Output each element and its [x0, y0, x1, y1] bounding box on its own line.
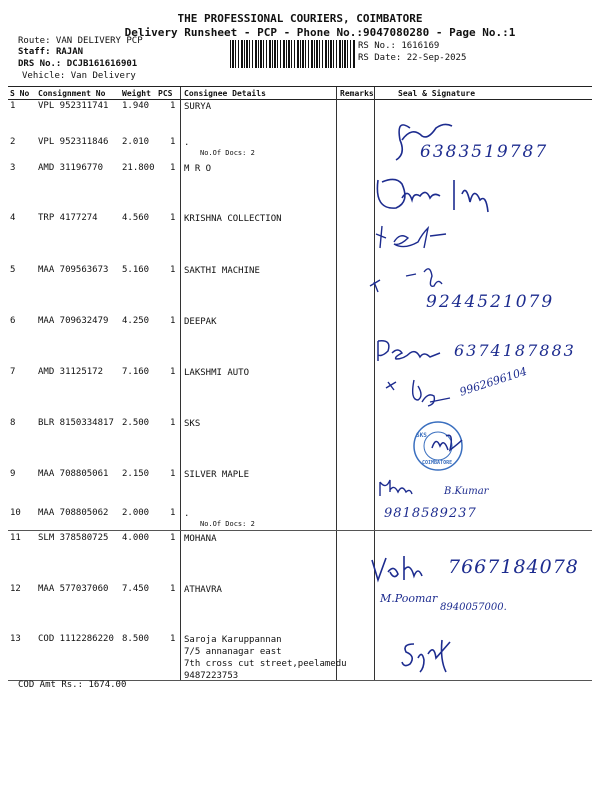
row-pcs: 1 — [170, 367, 176, 377]
row-weight: 2.500 — [122, 418, 150, 428]
signature-scribble — [370, 170, 590, 220]
phone-3: 6374187883 — [454, 341, 576, 360]
signature-5 — [370, 335, 590, 365]
row-weight: 5.160 — [122, 265, 150, 275]
column-divider — [180, 87, 181, 680]
row-docs-count: No.Of Docs: 2 — [200, 520, 255, 528]
row-pcs: 1 — [170, 634, 176, 644]
row-weight: 4.000 — [122, 533, 150, 543]
row-consignee: . — [184, 138, 190, 148]
signature-scribble — [370, 634, 490, 678]
row-consignee: M R O — [184, 164, 212, 174]
row-pcs: 1 — [170, 213, 176, 223]
rs-date: RS Date: 22-Sep-2025 — [358, 53, 467, 63]
row-pcs: 1 — [170, 508, 176, 518]
row-consignment-no: MAA 577037060 — [38, 584, 109, 594]
row-weight: 7.450 — [122, 584, 150, 594]
row-consignment-no: VPL 952311846 — [38, 137, 109, 147]
vehicle: Vehicle: Van Delivery — [22, 71, 136, 81]
staff: Staff: RAJAN — [18, 47, 84, 57]
row-weight: 4.560 — [122, 213, 150, 223]
row-serial: 3 — [10, 163, 16, 173]
row-serial: 11 — [10, 533, 21, 543]
row-consignee: KRISHNA COLLECTION — [184, 214, 282, 224]
row-consignment-no: MAA 709563673 — [38, 265, 109, 275]
column-divider — [336, 87, 337, 680]
row-serial: 12 — [10, 584, 21, 594]
signature-3 — [370, 222, 590, 262]
row-consignment-no: SLM 378580725 — [38, 533, 109, 543]
row-consignee: . — [184, 509, 190, 519]
col-weight: Weight — [122, 89, 151, 98]
signature-scribble — [370, 222, 590, 262]
row-address-line: 9487223753 — [184, 671, 239, 681]
row-consignment-no: VPL 952311741 — [38, 101, 109, 111]
signature-7 — [370, 478, 590, 528]
row-weight: 4.250 — [122, 316, 150, 326]
row-consignee: DEEPAK — [184, 317, 217, 327]
row-weight: 7.160 — [122, 367, 150, 377]
row-pcs: 1 — [170, 418, 176, 428]
seal-top-text: SKS — [416, 432, 427, 439]
row-consignee: Saroja Karuppannan — [184, 635, 282, 645]
row-weight: 2.150 — [122, 469, 150, 479]
row-separator — [8, 530, 592, 531]
phone-7: 8940057000. — [440, 602, 507, 613]
row-consignment-no: AMD 31125172 — [38, 367, 104, 377]
col-remarks: Remarks — [340, 89, 374, 98]
drs-number: DRS No.: DCJB161616901 — [18, 59, 138, 69]
rs-no: RS No.: 1616169 — [358, 41, 440, 51]
rs-info — [358, 40, 466, 64]
row-consignee: SILVER MAPLE — [184, 470, 250, 480]
row-pcs: 1 — [170, 101, 176, 111]
row-consignment-no: BLR 8150334817 — [38, 418, 114, 428]
row-consignment-no: MAA 709632479 — [38, 316, 109, 326]
table-header-rule — [8, 99, 592, 100]
row-pcs: 1 — [170, 469, 176, 479]
row-weight: 21.800 — [122, 163, 155, 173]
signature-8 — [370, 552, 590, 592]
row-weight: 8.500 — [122, 634, 150, 644]
row-serial: 8 — [10, 418, 16, 428]
phone-5: 9818589237 — [384, 506, 477, 521]
row-weight: 2.000 — [122, 508, 150, 518]
phone-1: 6383519787 — [420, 142, 549, 162]
cod-amount: COD Amt Rs.: 1674.00 — [18, 680, 127, 690]
row-consignment-no: COD 1112286220 — [38, 634, 114, 644]
name-5: B.Kumar — [444, 486, 489, 497]
row-pcs: 1 — [170, 584, 176, 594]
runsheet-title: Delivery Runsheet - PCP - Phone No.:9047080280 - Page No.:1 — [124, 26, 516, 39]
signature-10 — [370, 634, 490, 678]
signature-9 — [370, 590, 590, 620]
signature-1 — [370, 110, 590, 170]
row-consignment-no: TRP 4177274 — [38, 213, 98, 223]
signature-2 — [370, 170, 590, 220]
name-7: M.Poomar — [380, 592, 438, 605]
col-pcs: PCS — [158, 89, 173, 98]
company-name: THE PROFESSIONAL COURIERS, COIMBATORE — [177, 12, 423, 25]
row-serial: 7 — [10, 367, 16, 377]
company-seal — [370, 418, 510, 472]
row-consignee: LAKSHMI AUTO — [184, 368, 250, 378]
signature-scribble — [370, 335, 450, 365]
row-address-line: 7/5 annanagar east — [184, 647, 282, 657]
row-pcs: 1 — [170, 316, 176, 326]
barcode — [230, 40, 355, 68]
col-consignment: Consignment No — [38, 89, 106, 98]
row-weight: 2.010 — [122, 137, 150, 147]
route: Route: VAN DELIVERY PCP — [18, 36, 143, 46]
col-seal: Seal & Signature — [398, 89, 476, 98]
col-consignee: Consignee Details — [184, 89, 266, 98]
row-consignment-no: AMD 31196770 — [38, 163, 104, 173]
row-serial: 9 — [10, 469, 16, 479]
col-sno: S No — [10, 89, 30, 98]
signature-6 — [370, 364, 590, 417]
row-pcs: 1 — [170, 137, 176, 147]
row-consignee: SAKTHI MACHINE — [184, 266, 260, 276]
row-serial: 4 — [10, 213, 16, 223]
row-serial: 5 — [10, 265, 16, 275]
row-consignee: SURYA — [184, 102, 212, 112]
phone-4: 9962696104 — [457, 364, 529, 399]
row-weight: 1.940 — [122, 101, 150, 111]
row-docs-count: No.Of Docs: 2 — [200, 149, 255, 157]
row-serial: 13 — [10, 634, 21, 644]
phone-2: 9244521079 — [426, 292, 555, 312]
signature-scribble — [370, 552, 450, 592]
row-consignee: SKS — [184, 419, 201, 429]
row-address-line: 7th cross cut street,peelamedu — [184, 659, 347, 669]
table-top-rule — [8, 86, 592, 87]
signature-scribble — [370, 478, 450, 500]
row-pcs: 1 — [170, 265, 176, 275]
row-serial: 1 — [10, 101, 16, 111]
row-serial: 10 — [10, 508, 21, 518]
seal-bottom-text: COIMBATORE — [422, 460, 453, 466]
row-serial: 6 — [10, 316, 16, 326]
row-consignment-no: MAA 708805061 — [38, 469, 109, 479]
row-serial: 2 — [10, 137, 16, 147]
signature-4 — [370, 268, 590, 328]
row-pcs: 1 — [170, 533, 176, 543]
row-pcs: 1 — [170, 163, 176, 173]
row-consignee: MOHANA — [184, 534, 217, 544]
row-consignment-no: MAA 708805062 — [38, 508, 109, 518]
phone-6: 7667184078 — [448, 556, 579, 578]
row-consignee: ATHAVRA — [184, 585, 222, 595]
